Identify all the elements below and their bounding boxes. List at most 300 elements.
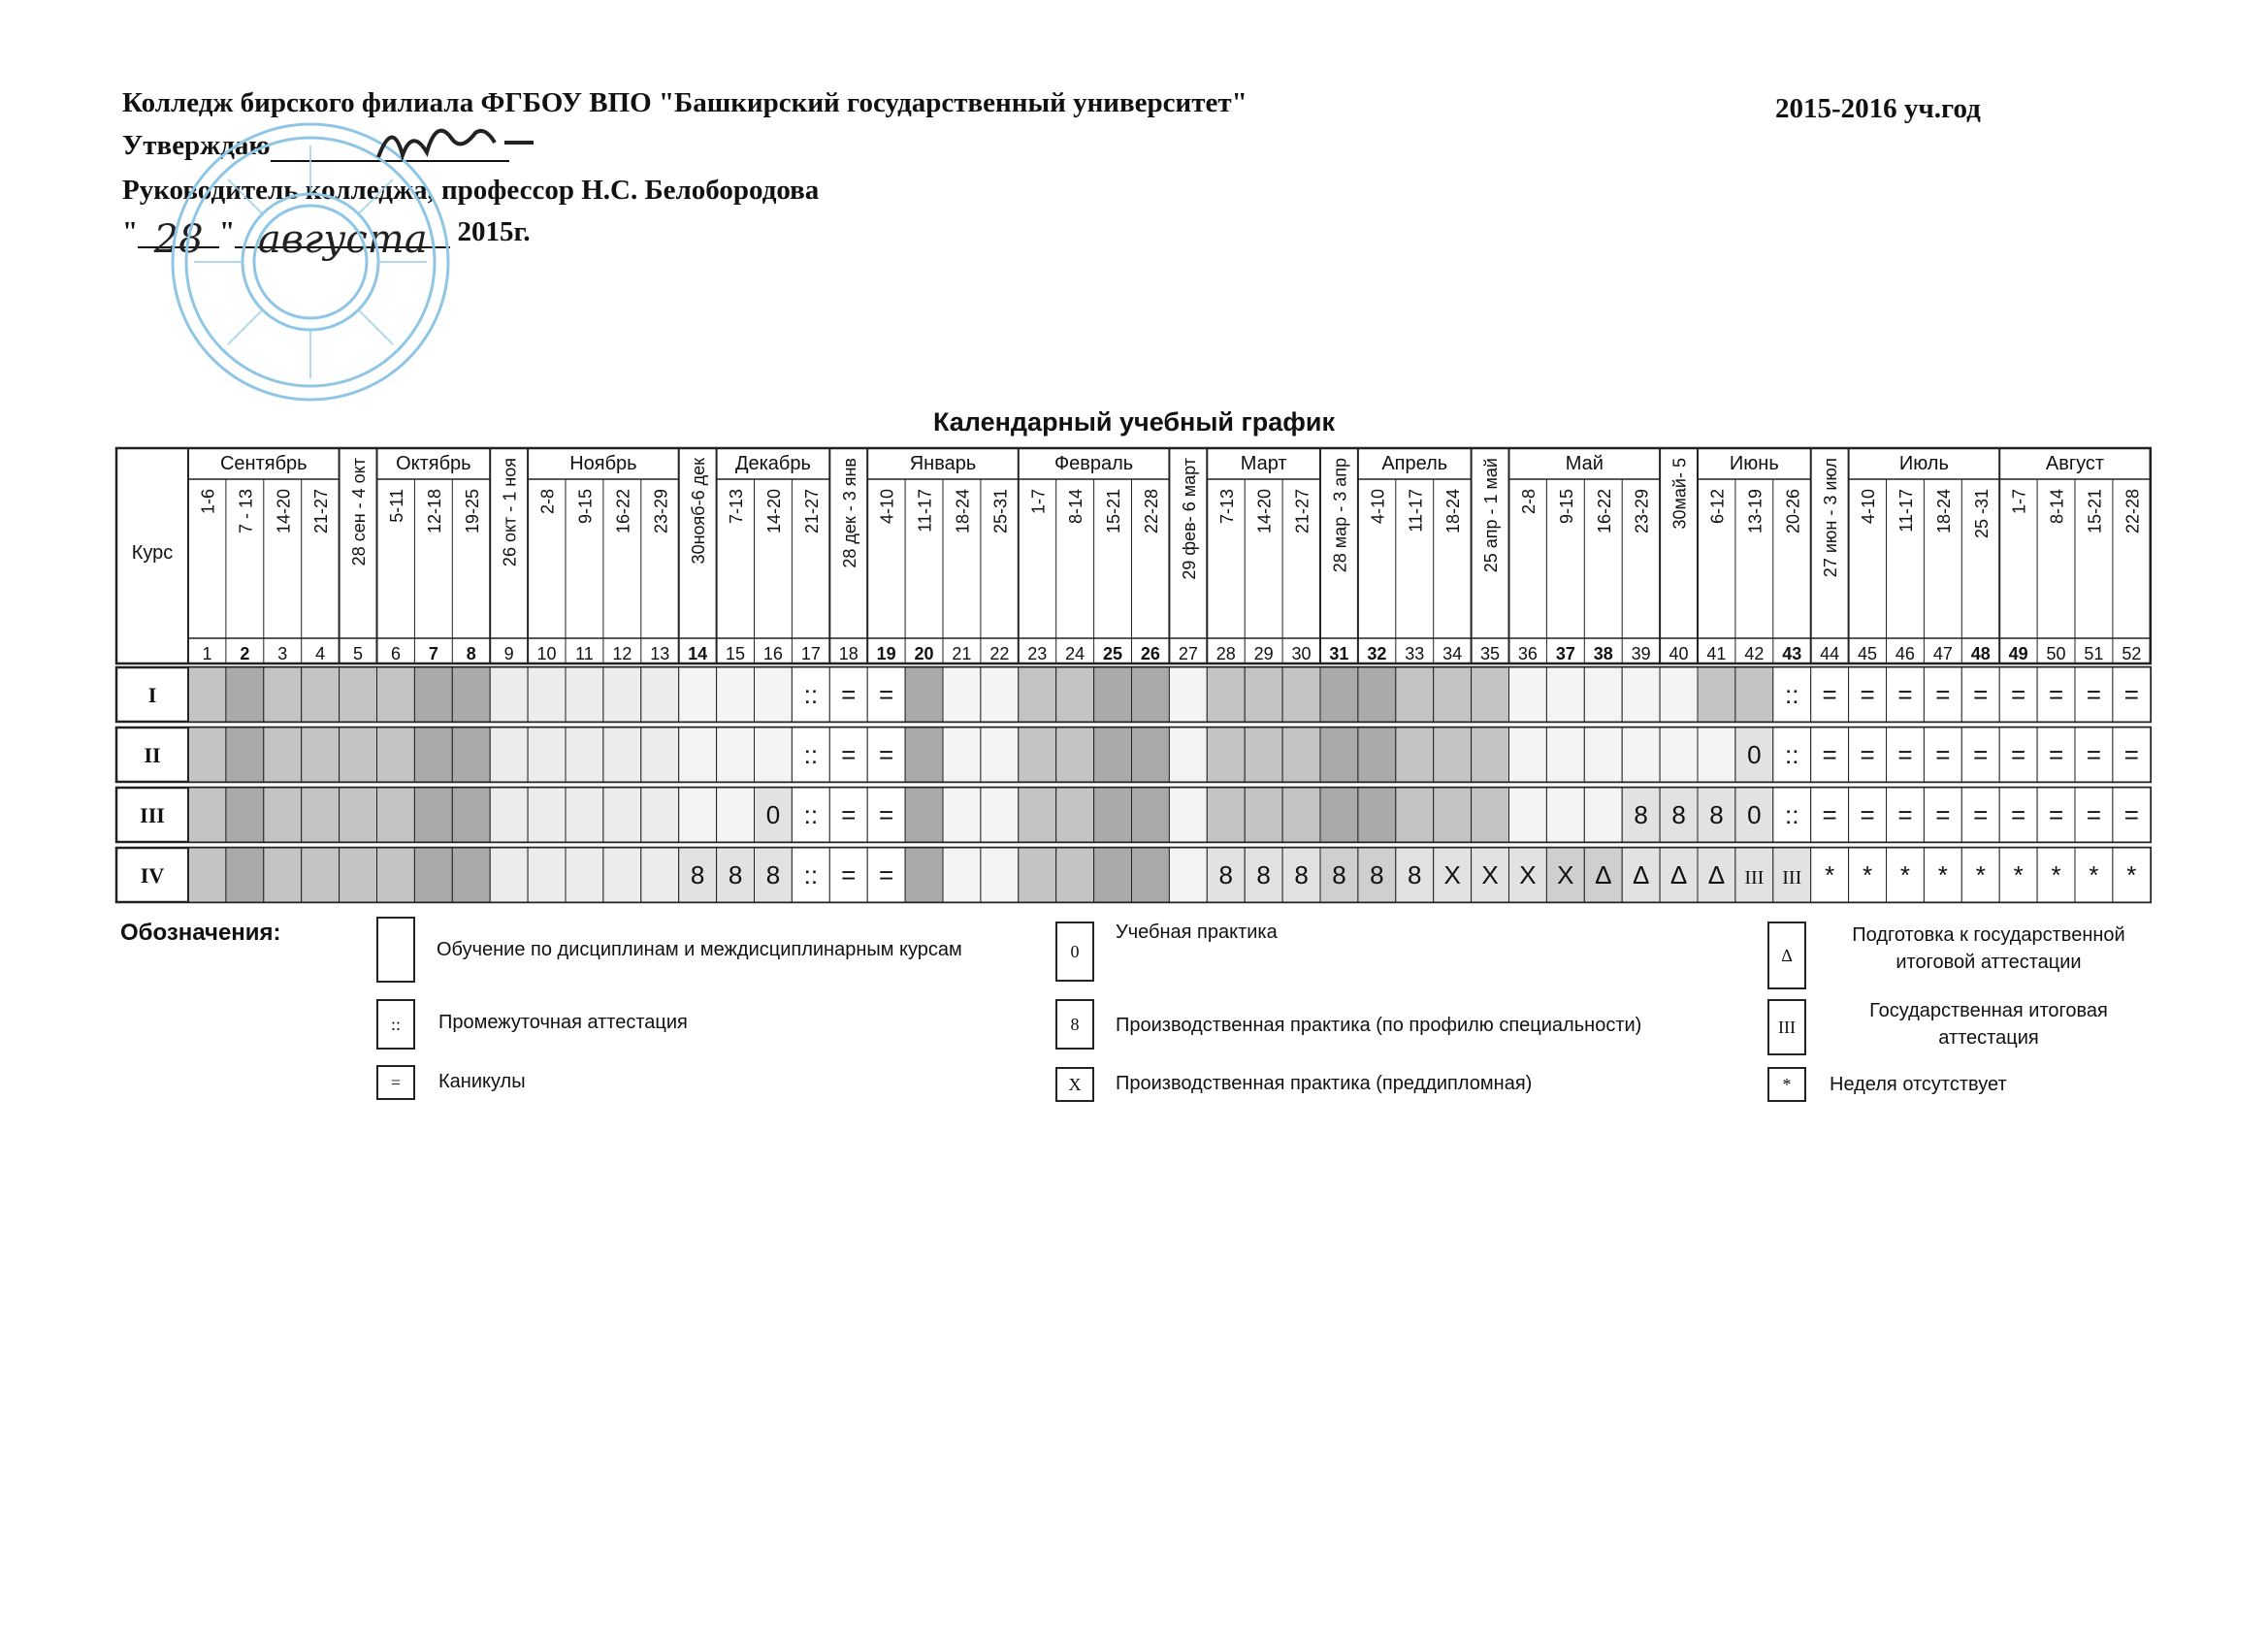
- cell-symbol: =: [1897, 800, 1913, 829]
- schedule-cell: [1396, 667, 1434, 722]
- week-range: 4-10: [1859, 489, 1879, 525]
- schedule-cell: [1660, 667, 1698, 722]
- schedule-cell: [1132, 788, 1170, 842]
- cell-symbol: 0: [1747, 740, 1762, 769]
- schedule-cell: [1396, 788, 1434, 842]
- cell-symbol: =: [1822, 800, 1837, 829]
- schedule-cell: [1396, 728, 1434, 782]
- schedule-cell: [1434, 788, 1472, 842]
- institution-title: Колледж бирского филиала ФГБОУ ВПО "Башкирский государственный университет": [122, 87, 1247, 118]
- legend-label-gia-prep: Подготовка к государственной итоговой аттестации: [1852, 924, 2125, 973]
- week-range: 18-24: [953, 488, 973, 534]
- cell-symbol: ::: [803, 800, 819, 829]
- schedule-cell: [1546, 728, 1584, 782]
- legend-symbol-production: 8: [1055, 999, 1094, 1050]
- week-number: 41: [1706, 644, 1727, 663]
- week-range: 28 дек - 3 янв: [839, 458, 859, 568]
- schedule-cell: [188, 788, 226, 842]
- schedule-cell: [1056, 848, 1094, 902]
- week-range: 21-27: [1292, 489, 1312, 534]
- approve-label: Утверждаю: [122, 130, 271, 161]
- legend-symbol-interim: ::: [376, 999, 415, 1050]
- week-number: 9: [503, 644, 514, 663]
- schedule-cell: [490, 788, 528, 842]
- schedule-cell: [1509, 788, 1547, 842]
- schedule-cell: [226, 788, 264, 842]
- cell-symbol: *: [1899, 860, 1911, 889]
- month-label: Ноябрь: [569, 453, 637, 474]
- week-number: 37: [1555, 644, 1575, 663]
- legend-label-gia: Государственная итоговая аттестация: [1869, 1000, 2108, 1049]
- schedule-cell: [603, 788, 641, 842]
- schedule-cell: [755, 667, 793, 722]
- schedule-cell: [302, 848, 340, 902]
- week-number: 35: [1480, 644, 1501, 663]
- schedule-cell: [377, 728, 415, 782]
- date-month: августа: [235, 217, 450, 248]
- week-range: 14-20: [763, 489, 784, 534]
- cell-symbol: Х: [1443, 860, 1461, 889]
- week-number: 48: [1970, 644, 1991, 663]
- week-number: 36: [1517, 644, 1538, 663]
- week-number: 44: [1820, 644, 1840, 663]
- cell-symbol: ::: [803, 740, 819, 769]
- cell-symbol: Х: [1519, 860, 1537, 889]
- course-label: II: [144, 743, 161, 767]
- week-number: 42: [1744, 644, 1765, 663]
- week-range: 22-28: [1141, 489, 1161, 534]
- week-range: 13-19: [1745, 489, 1766, 534]
- week-range: 28 мар - 3 апр: [1330, 458, 1350, 573]
- week-range: 7 - 13: [236, 489, 256, 534]
- week-number: 11: [575, 644, 594, 663]
- week-number: 21: [952, 644, 972, 663]
- schedule-cell: [1169, 788, 1207, 842]
- schedule-cell: [452, 667, 490, 722]
- schedule-cell: [188, 728, 226, 782]
- schedule-cell: [1056, 788, 1094, 842]
- schedule-cell: [264, 728, 302, 782]
- schedule-cell: [981, 788, 1019, 842]
- cell-symbol: =: [2048, 680, 2064, 709]
- schedule-cell: [1509, 728, 1547, 782]
- schedule-cell: [1698, 667, 1735, 722]
- schedule-cell: [264, 667, 302, 722]
- course-label: I: [147, 683, 157, 707]
- schedule-cell: [943, 728, 981, 782]
- cell-symbol: ::: [803, 680, 819, 709]
- cell-symbol: =: [841, 860, 857, 889]
- week-number: 32: [1367, 644, 1387, 663]
- schedule-cell: [566, 848, 603, 902]
- schedule-cell: [641, 848, 679, 902]
- schedule-cell: [302, 728, 340, 782]
- schedule-cell: [1169, 667, 1207, 722]
- cell-symbol: *: [2126, 860, 2137, 889]
- date-quote-open: ": [122, 216, 139, 247]
- week-number: 13: [650, 644, 670, 663]
- schedule-cell: [717, 667, 755, 722]
- cell-symbol: =: [2123, 740, 2139, 769]
- week-number: 38: [1593, 644, 1613, 663]
- week-number: 18: [838, 644, 859, 663]
- month-label: Март: [1240, 453, 1287, 474]
- cell-symbol: =: [2048, 800, 2064, 829]
- week-range: 2-8: [1518, 489, 1539, 515]
- schedule-cell: [1434, 667, 1472, 722]
- cell-symbol: 8: [1370, 860, 1384, 889]
- legend-symbol-gia-prep: Δ: [1767, 922, 1806, 989]
- month-label: Июль: [1898, 453, 1949, 474]
- schedule-cell: [340, 848, 377, 902]
- schedule-cell: [1019, 848, 1056, 902]
- week-number: 19: [876, 644, 896, 663]
- week-number: 15: [726, 644, 746, 663]
- schedule-cell: [414, 848, 452, 902]
- schedule-cell: [943, 667, 981, 722]
- schedule-cell: [1207, 788, 1245, 842]
- schedule-cell: [1282, 667, 1320, 722]
- schedule-cell: [226, 728, 264, 782]
- cell-symbol: 8: [1408, 860, 1422, 889]
- week-range: 21-27: [801, 489, 822, 534]
- cell-symbol: =: [1822, 740, 1837, 769]
- month-label: Май: [1565, 453, 1604, 474]
- week-number: 33: [1405, 644, 1425, 663]
- week-range: 12-18: [424, 489, 444, 534]
- week-range: 20-26: [1783, 489, 1803, 534]
- cell-symbol: 8: [1218, 860, 1233, 889]
- week-number: 7: [428, 644, 438, 663]
- legend-label-production: Производственная практика (по профилю специальности): [1116, 1015, 1642, 1036]
- week-number: 52: [2122, 644, 2142, 663]
- cell-symbol: =: [2086, 800, 2102, 829]
- legend-label-no-week: Неделя отсутствует: [1830, 1074, 2007, 1095]
- schedule-cell: [377, 667, 415, 722]
- schedule-cell: [717, 728, 755, 782]
- date-year: 2015г.: [457, 216, 531, 247]
- cell-symbol: Х: [1481, 860, 1499, 889]
- cell-symbol: =: [2123, 680, 2139, 709]
- week-range: 4-10: [1368, 489, 1388, 525]
- cell-symbol: ::: [1785, 680, 1799, 709]
- schedule-cell: [1019, 728, 1056, 782]
- approver-position: Руководитель колледжа, профессор Н.С. Белобородова: [122, 175, 820, 206]
- schedule-cell: [1282, 788, 1320, 842]
- legend-label-vacation: Каникулы: [438, 1071, 526, 1092]
- schedule-cell: [679, 667, 717, 722]
- schedule-cell: [981, 667, 1019, 722]
- schedule-cell: [1472, 667, 1509, 722]
- schedule-cell: [1169, 728, 1207, 782]
- cell-symbol: =: [841, 680, 857, 709]
- week-range: 15-21: [1104, 489, 1124, 534]
- schedule-cell: [1358, 667, 1396, 722]
- week-number: 25: [1103, 644, 1123, 663]
- week-number: 6: [390, 644, 401, 663]
- schedule-cell: [302, 788, 340, 842]
- date-quote-mid: ": [219, 216, 236, 247]
- cell-symbol: =: [1822, 680, 1837, 709]
- cell-symbol: 8: [1634, 800, 1648, 829]
- cell-symbol: *: [1937, 860, 1948, 889]
- legend-symbol-prediploma: Х: [1055, 1067, 1094, 1102]
- week-range: 7-13: [1216, 489, 1237, 525]
- week-range: 19-25: [462, 489, 482, 534]
- cell-symbol: *: [1862, 860, 1873, 889]
- schedule-title: Календарный учебный график: [932, 407, 1336, 436]
- cell-symbol: Δ: [1595, 860, 1612, 889]
- cell-symbol: =: [2086, 740, 2102, 769]
- schedule-cell: [1056, 667, 1094, 722]
- cell-symbol: =: [1860, 680, 1875, 709]
- week-range: 15-21: [2085, 489, 2105, 534]
- week-range: 6-12: [1707, 489, 1728, 525]
- legend-symbol-no-week: *: [1767, 1067, 1806, 1102]
- cell-symbol: ::: [1785, 740, 1799, 769]
- cell-symbol: =: [879, 680, 894, 709]
- week-number: 12: [612, 644, 632, 663]
- legend-symbol-vacation: =: [376, 1065, 415, 1100]
- week-number: 43: [1782, 644, 1802, 663]
- cell-symbol: Δ: [1669, 860, 1688, 889]
- schedule-cell: [981, 728, 1019, 782]
- cell-symbol: 8: [1256, 860, 1271, 889]
- week-range: 8-14: [2047, 489, 2067, 525]
- legend-label-study: Обучение по дисциплинам и междисциплинарным курсам: [437, 939, 962, 960]
- schedule-cell: [603, 728, 641, 782]
- week-range: 25 -31: [1971, 489, 1992, 539]
- schedule-cell: [1132, 667, 1170, 722]
- week-number: 26: [1140, 644, 1160, 663]
- cell-symbol: =: [1860, 800, 1875, 829]
- week-range: 16-22: [1594, 489, 1614, 534]
- legend-label-interim: Промежуточная аттестация: [438, 1012, 688, 1033]
- schedule-cell: [1584, 667, 1622, 722]
- cell-symbol: =: [1897, 680, 1913, 709]
- schedule-cell: [679, 788, 717, 842]
- schedule-cell: [188, 667, 226, 722]
- cell-symbol: =: [1860, 740, 1875, 769]
- week-range: 29 фев- 6 март: [1179, 458, 1199, 580]
- week-number: 28: [1215, 644, 1236, 663]
- schedule-cell: [452, 848, 490, 902]
- schedule-cell: [264, 788, 302, 842]
- schedule-cell: [340, 788, 377, 842]
- schedule-cell: [1358, 788, 1396, 842]
- cell-symbol: =: [2123, 800, 2139, 829]
- week-range: 8-14: [1066, 489, 1086, 525]
- week-number: 49: [2008, 644, 2028, 663]
- header-frame: [116, 448, 2151, 663]
- academic-year: 2015-2016 уч.год: [1775, 93, 1981, 124]
- cell-symbol: 8: [765, 860, 781, 889]
- month-label: Апрель: [1381, 453, 1448, 474]
- schedule-cell: [717, 788, 755, 842]
- schedule-cell: [340, 667, 377, 722]
- week-number: 17: [800, 644, 821, 663]
- week-number: 2: [240, 644, 250, 663]
- schedule-cell: [340, 728, 377, 782]
- week-range: 26 окт - 1 ноя: [500, 458, 520, 567]
- schedule-cell: [377, 788, 415, 842]
- schedule-cell: [905, 848, 943, 902]
- schedule-cell: [1622, 667, 1660, 722]
- cell-symbol: Δ: [1707, 860, 1726, 889]
- week-number: 10: [536, 644, 557, 663]
- schedule-cell: [1434, 728, 1472, 782]
- schedule-cell: [603, 848, 641, 902]
- schedule-cell: [1320, 788, 1358, 842]
- cell-symbol: =: [2011, 800, 2026, 829]
- cell-symbol: =: [2048, 740, 2064, 769]
- month-label: Октябрь: [396, 453, 471, 474]
- month-label: Сентябрь: [219, 453, 308, 474]
- schedule-cell: [1132, 848, 1170, 902]
- cell-symbol: 8: [1709, 800, 1724, 829]
- week-number: 46: [1895, 644, 1915, 663]
- week-number: 22: [989, 644, 1010, 663]
- week-number: 8: [466, 644, 476, 663]
- cell-symbol: =: [1935, 740, 1951, 769]
- week-range: 18-24: [1933, 489, 1954, 534]
- schedule-cell: [414, 788, 452, 842]
- week-range: 14-20: [274, 489, 294, 534]
- schedule-cell: [1472, 728, 1509, 782]
- schedule-cell: [943, 848, 981, 902]
- week-number: 23: [1027, 644, 1048, 663]
- schedule-cell: [1546, 667, 1584, 722]
- week-number: 5: [353, 644, 364, 663]
- schedule-cell: [1207, 728, 1245, 782]
- week-number: 51: [2084, 644, 2104, 663]
- course-header: Курс: [131, 542, 174, 564]
- cell-symbol: =: [879, 800, 894, 829]
- cell-symbol: *: [2013, 860, 2024, 889]
- week-range: 9-15: [1556, 489, 1576, 525]
- course-label: IV: [140, 863, 165, 888]
- schedule-cell: [905, 728, 943, 782]
- week-range: 28 сен - 4 окт: [349, 458, 370, 566]
- week-number: 4: [315, 644, 326, 663]
- schedule-cell: [528, 728, 566, 782]
- week-range: 21-27: [311, 489, 332, 534]
- week-range: 18-24: [1443, 489, 1464, 534]
- week-number: 27: [1178, 644, 1198, 663]
- cell-symbol: =: [2011, 680, 2026, 709]
- schedule-cell: [905, 667, 943, 722]
- week-number: 39: [1631, 644, 1651, 663]
- schedule-cell: [981, 848, 1019, 902]
- schedule-cell: [264, 848, 302, 902]
- week-range: 11-17: [1895, 489, 1916, 533]
- month-label: Июнь: [1729, 453, 1779, 474]
- week-range: 7-13: [727, 489, 747, 525]
- schedule-cell: [528, 788, 566, 842]
- week-number: 20: [914, 644, 934, 663]
- month-label: Август: [2045, 453, 2105, 474]
- week-number: 47: [1932, 644, 1953, 663]
- week-range: 23-29: [1632, 489, 1652, 534]
- schedule-cell: [1698, 728, 1735, 782]
- legend-heading: Обозначения:: [120, 920, 281, 946]
- week-range: 1-7: [2009, 489, 2029, 515]
- cell-symbol: =: [879, 740, 894, 769]
- month-label: Февраль: [1053, 453, 1134, 474]
- schedule-cell: [1169, 848, 1207, 902]
- schedule-cell: [1622, 728, 1660, 782]
- schedule-cell: [1245, 728, 1282, 782]
- schedule-cell: [414, 728, 452, 782]
- schedule-cell: [1245, 667, 1282, 722]
- schedule-cell: [905, 788, 943, 842]
- schedule-cell: [566, 728, 603, 782]
- schedule-cell: [603, 667, 641, 722]
- schedule-cell: [1282, 728, 1320, 782]
- schedule-cell: [1584, 728, 1622, 782]
- week-range: 9-15: [575, 489, 596, 525]
- schedule-cell: [377, 848, 415, 902]
- cell-symbol: 8: [1332, 860, 1346, 889]
- week-number: 14: [688, 644, 708, 663]
- schedule-cell: [679, 728, 717, 782]
- schedule-cell: [1320, 728, 1358, 782]
- cell-symbol: =: [879, 860, 894, 889]
- cell-symbol: ::: [803, 860, 819, 889]
- cell-symbol: *: [1975, 860, 1986, 889]
- week-range: 5-11: [386, 489, 406, 523]
- schedule-cell: [490, 848, 528, 902]
- schedule-cell: [188, 848, 226, 902]
- week-range: 4-10: [877, 489, 897, 525]
- schedule-cell: [1207, 667, 1245, 722]
- schedule-cell: [1019, 667, 1056, 722]
- schedule-cell: [226, 667, 264, 722]
- cell-symbol: =: [1935, 800, 1951, 829]
- week-range: 22-28: [2122, 489, 2143, 534]
- cell-symbol: *: [2051, 860, 2061, 889]
- week-range: 30май- 5: [1669, 458, 1690, 530]
- schedule-cell: [452, 788, 490, 842]
- cell-symbol: *: [2089, 860, 2099, 889]
- week-number: 29: [1253, 644, 1274, 663]
- week-number: 3: [277, 644, 288, 663]
- week-range: 30нояб-6 дек: [689, 458, 709, 565]
- week-range: 16-22: [613, 489, 633, 534]
- schedule-cell: [641, 667, 679, 722]
- schedule-cell: [641, 728, 679, 782]
- week-range: 25 апр - 1 май: [1481, 458, 1502, 573]
- cell-symbol: =: [1973, 680, 1989, 709]
- schedule-cell: [1245, 788, 1282, 842]
- schedule-cell: [566, 788, 603, 842]
- week-range: 2-8: [537, 489, 558, 515]
- schedule-cell: [490, 667, 528, 722]
- schedule-cell: [528, 848, 566, 902]
- week-number: 24: [1065, 644, 1085, 663]
- schedule-cell: [1509, 667, 1547, 722]
- legend-symbol-study: [376, 917, 415, 983]
- cell-symbol: III: [1782, 867, 1802, 889]
- cell-symbol: 8: [1671, 800, 1686, 829]
- schedule-cell: [414, 667, 452, 722]
- schedule-cell: [1094, 848, 1132, 902]
- cell-symbol: =: [1897, 740, 1913, 769]
- schedule-cell: [1584, 788, 1622, 842]
- month-label: Декабрь: [734, 453, 811, 474]
- week-range: 14-20: [1254, 489, 1275, 534]
- course-label: III: [140, 803, 165, 827]
